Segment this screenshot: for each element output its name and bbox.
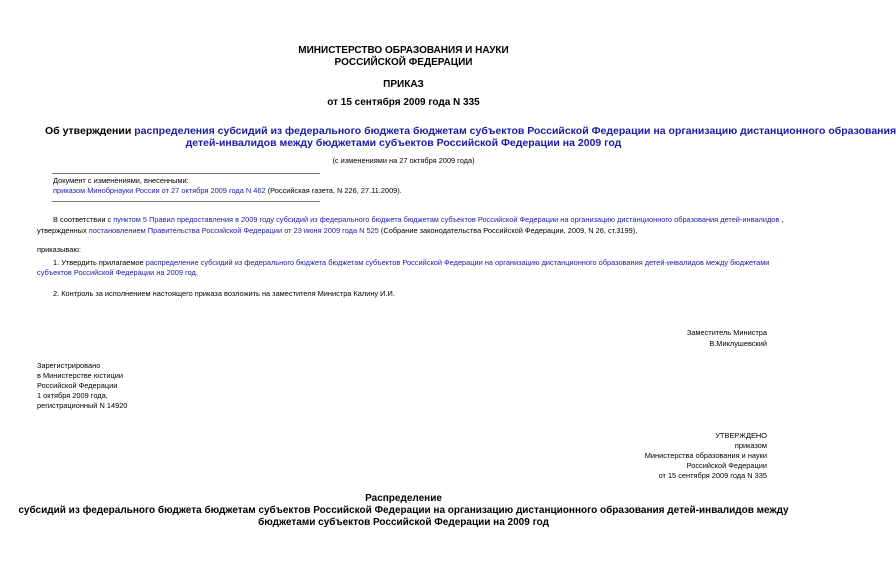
doc-title-prefix: Об утверждении xyxy=(45,125,135,137)
doc-title-link-2[interactable]: детей-инвалидов между бюджетами субъектов Российской Федерации на 2009 год xyxy=(185,137,622,149)
approval-line: УТВЕРЖДЕНО xyxy=(715,431,767,440)
registration-line: регистрационный N 14920 xyxy=(37,401,128,410)
changes-top-divider xyxy=(52,173,320,174)
item1-link-1[interactable]: распределение субсидий из федерального бюджета бюджетам субъектов Российской Федерации на организацию дистанционного образования детей-инвалидов между бюджетами xyxy=(145,258,770,267)
changes-suffix: (Российская газета, N 226, 27.11.2009). xyxy=(265,186,402,195)
para1-rules-link[interactable]: пунктом 5 Правил предоставления в 2009 году субсидий из федерального бюджета бюджетам субъектов Российской Федерации на организацию дистанционного образования детей-инвалидов xyxy=(113,215,780,224)
item2: 2. Контроль за исполнением настоящего приказа возложить на заместителя Министра Калину И.И. xyxy=(53,289,395,298)
para1-mid: , xyxy=(779,215,784,224)
registration-line: 1 октября 2009 года, xyxy=(37,391,108,400)
registration-line: в Министерстве юстиции xyxy=(37,371,124,380)
item1-line-2 xyxy=(37,268,198,278)
doc-type: ПРИКАЗ xyxy=(383,79,424,90)
changes-entry xyxy=(53,186,402,196)
changes-bottom-divider xyxy=(52,201,320,202)
registration-block xyxy=(37,361,127,411)
para1-resolution-link[interactable]: постановлением Правительства Российской Федерации от 23 июня 2009 года N 525 xyxy=(88,226,379,235)
order-word: приказываю: xyxy=(37,245,81,254)
appendix-line-2: бюджетами субъектов Российской Федерации на 2009 год xyxy=(258,517,549,528)
item1-prefix: 1. Утвердить прилагаемое xyxy=(53,258,146,267)
ministry-line-2: РОССИЙСКОЙ ФЕДЕРАЦИИ xyxy=(334,57,473,68)
appendix-line-1: субсидий из федерального бюджета бюджетам субъектов Российской Федерации на организацию дистанционного образования детей-инвалидов между xyxy=(18,505,789,516)
approval-block xyxy=(645,431,767,481)
registration-line: Зарегистрировано xyxy=(37,361,101,370)
changes-link[interactable]: приказом Минобрнауки России от 27 октября 2009 года N 462 xyxy=(53,186,266,195)
appendix-title: Распределение xyxy=(365,493,442,504)
para1-prefix: В соответствии с xyxy=(53,215,114,224)
doc-date-number: от 15 сентября 2009 года N 335 xyxy=(327,97,480,108)
para1-line2-suffix: (Собрание законодательства Российской Федерации, 2009, N 26, ст.3199), xyxy=(378,226,638,235)
approval-line: приказом xyxy=(734,441,767,450)
doc-title-link-1[interactable]: распределения субсидий из федерального бюджета бюджетам субъектов Российской Федерации на организацию дистанционного образования xyxy=(134,125,896,137)
item1-line-1 xyxy=(53,258,768,268)
approval-line: Российской Федерации xyxy=(686,461,767,470)
approval-line: от 15 сентября 2009 года N 335 xyxy=(658,471,767,480)
approval-line: Министерства образования и науки xyxy=(644,451,767,460)
signature-position: Заместитель Министра xyxy=(686,328,767,337)
item1-link-2[interactable]: субъектов Российской Федерации на 2009 год xyxy=(37,268,196,277)
registration-line: Российской Федерации xyxy=(37,381,118,390)
ministry-line-1: МИНИСТЕРСТВО ОБРАЗОВАНИЯ И НАУКИ xyxy=(298,45,509,56)
para1-line-2 xyxy=(37,226,637,236)
signature-name: В.Миклушевский xyxy=(709,339,767,348)
para1-line2-prefix: утвержденных xyxy=(37,226,89,235)
para1-line-1 xyxy=(53,215,783,225)
item1-suffix: . xyxy=(195,268,198,277)
changes-label: Документ с изменениями, внесенными: xyxy=(53,176,189,185)
amendment-note: (с изменениями на 27 октября 2009 года) xyxy=(332,156,475,165)
doc-title-line-2 xyxy=(0,137,807,150)
